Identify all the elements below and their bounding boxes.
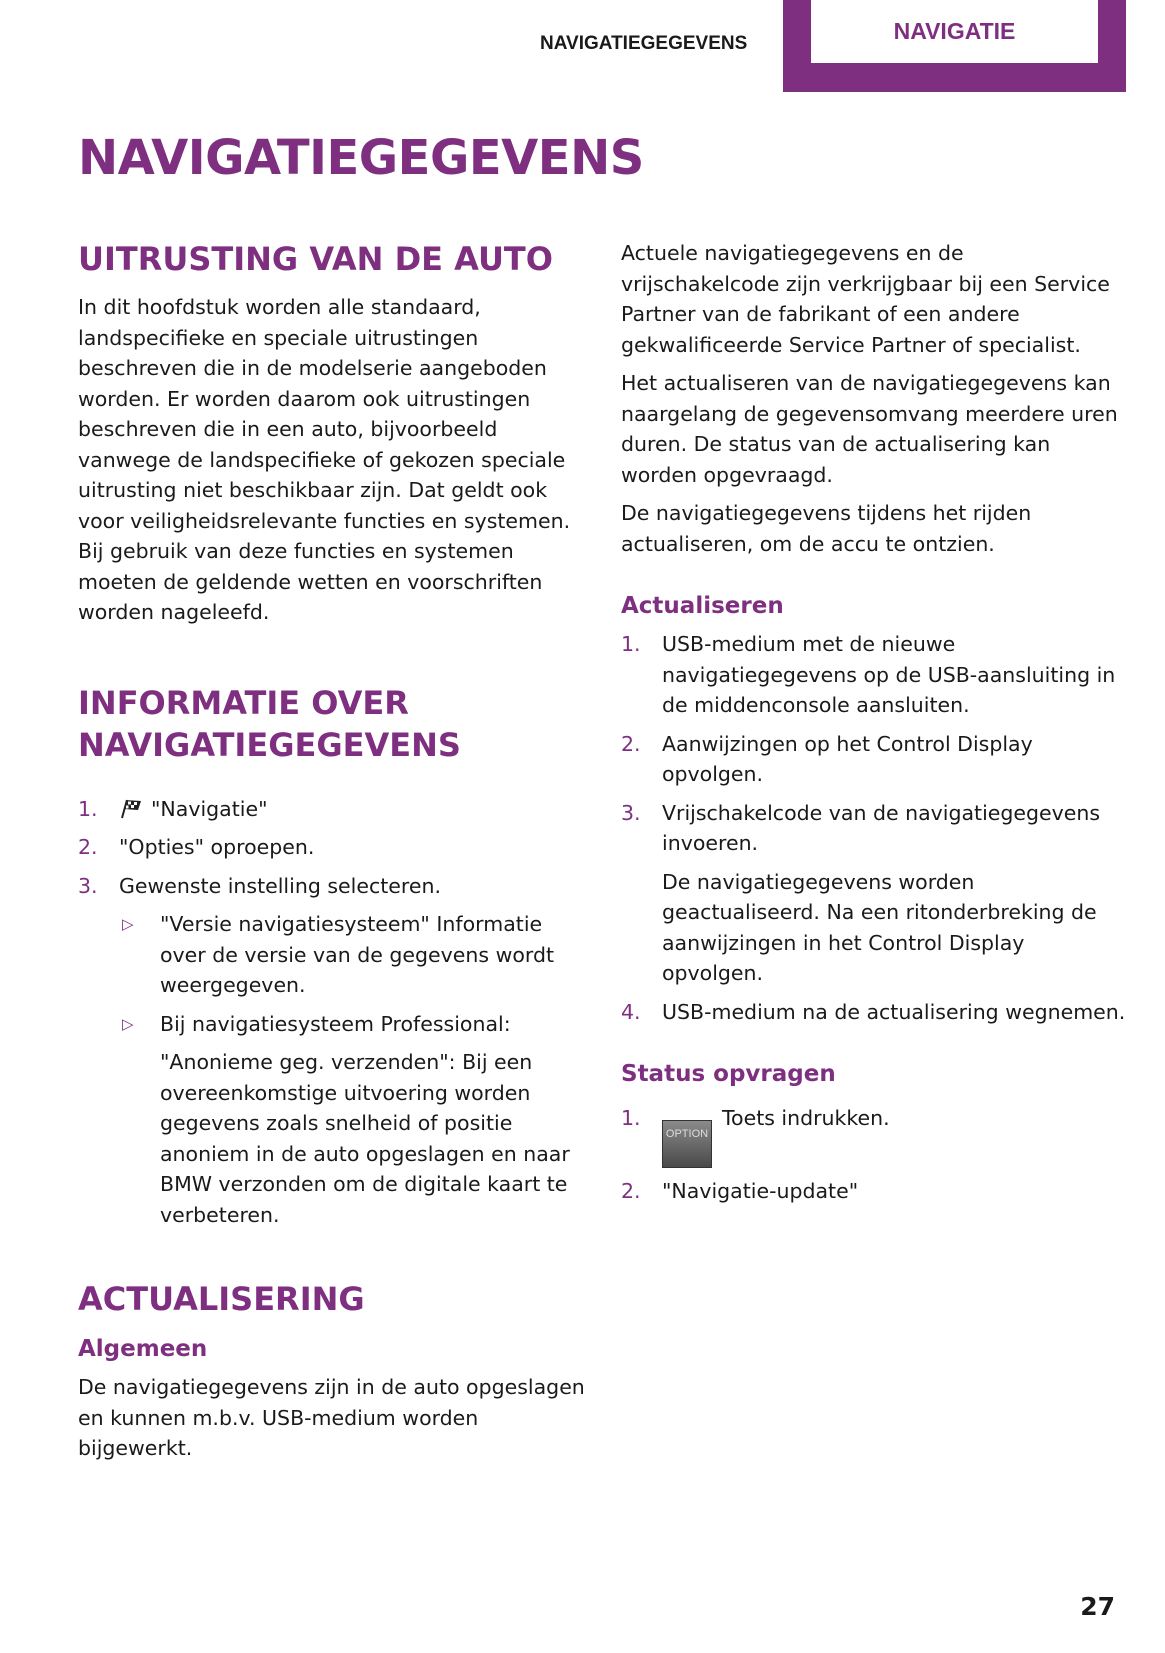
step-number: 3.	[78, 873, 98, 898]
step-text: Aanwijzingen op het Control Display opvolgen.	[662, 731, 1033, 786]
paragraph: In dit hoofdstuk worden alle standaard, landspecifieke en speciale uitrustingen beschreven die in de modelserie aangeboden worden. Er worden daarom ook uitrustingen beschreven die in een auto, bijvoorbeeld vanwege de landspecifieke of gekozen speciale uitrusting niet beschikbaar zijn. Dat geldt ook voor veiligheidsrelevante functies en systemen. Bij gebruik van deze functies en systemen moeten de geldende wetten en voorschriften worden nageleefd.	[78, 295, 571, 624]
list-item	[78, 871, 586, 1231]
step-number: 2.	[621, 731, 641, 756]
paragraph: De navigatiegegevens zijn in de auto opgeslagen en kunnen m.b.v. USB-medium worden bijgewerkt.	[78, 1375, 585, 1460]
list-item	[621, 629, 1126, 721]
step-text: USB-medium na de actualisering wegnemen.	[662, 999, 1126, 1024]
bullet-text: "Versie navigatiesysteem" Informatie over de versie van de gegevens wordt weergegeven.	[160, 912, 555, 997]
bullet-item	[119, 1009, 586, 1231]
step-extra-text: De navigatiegegevens worden geactualiseerd. Na een ritonderbreking de aanwijzingen in het Control Display opvolgen.	[662, 869, 1097, 985]
bullet-extra-text: "Anonieme geg. verzenden": Bij een overeenkomstige uitvoering worden gegevens zoals snelheid of positie anoniem in de auto opgeslagen en naar BMW verzonden om de digitale kaart te verbeteren.	[160, 1050, 570, 1227]
step-text: Gewenste instelling selecteren.	[119, 873, 441, 898]
running-header: NAVIGATIEGEGEVENS	[540, 33, 748, 54]
chapter-tab	[783, 0, 1126, 92]
step-number: 2.	[621, 1179, 641, 1203]
step-number: 2.	[78, 835, 98, 859]
list-item	[621, 798, 1126, 989]
paragraph: Actuele navigatiegegevens en de vrijschakelcode zijn verkrijgbaar bij een Service Partner van de fabrikant of een andere gekwalificeerde Service Partner of specialist.	[621, 241, 1110, 357]
step-number: 1.	[621, 632, 641, 656]
steps-list	[78, 794, 586, 1231]
step-number: 4.	[621, 999, 641, 1024]
bullet-item	[119, 909, 586, 1001]
paragraph: Het actualiseren van de navigatiegegevens kan naargelang de gegevensomvang meerdere uren duren. De status van de actualisering kan worden opgevraagd.	[621, 371, 1118, 487]
list-item	[621, 997, 1126, 1028]
list-item	[621, 1176, 1126, 1207]
steps-list	[621, 1103, 1126, 1207]
triangle-bullet-icon: ▷	[122, 1014, 134, 1033]
subsection-heading: Actualiseren	[621, 593, 784, 619]
step-number: 1.	[78, 796, 98, 821]
step-number: 3.	[621, 800, 641, 825]
subsection-heading: Algemeen	[78, 1336, 208, 1362]
chapter-tab-label: NAVIGATIE	[811, 0, 1098, 63]
page-title: NAVIGATIEGEGEVENS	[78, 130, 644, 186]
paragraph: De navigatiegegevens tijdens het rijden actualiseren, om de accu te ontzien.	[621, 501, 1032, 556]
list-item	[621, 1103, 1126, 1168]
step-text: "Navigatie"	[151, 796, 268, 821]
step-text: Vrijschakelcode van de navigatiegegevens invoeren.	[662, 800, 1101, 855]
step-text: USB-medium met de nieuwe navigatiegegevens op de USB-aansluiting in de middenconsole aansluiten.	[662, 632, 1116, 717]
section-heading: UITRUSTING VAN DE AUTO	[78, 240, 553, 278]
right-column	[621, 238, 1126, 1215]
section-heading: ACTUALISERING	[78, 1280, 365, 1318]
step-text: "Opties" oproepen.	[119, 835, 315, 859]
option-button-icon: OPTION	[662, 1120, 712, 1168]
step-text: Toets indrukken.	[722, 1106, 890, 1130]
triangle-bullet-icon: ▷	[122, 915, 134, 933]
step-number: 1.	[621, 1106, 641, 1130]
left-column	[78, 238, 586, 1472]
section-heading: INFORMATIE OVER NAVIGATIEGEGEVENS	[78, 683, 461, 764]
list-item	[78, 832, 586, 863]
bullet-text: Bij navigatiesysteem Professional:	[160, 1011, 511, 1036]
list-item	[621, 729, 1126, 790]
navigation-flag-icon	[119, 797, 143, 819]
list-item	[78, 794, 586, 825]
page-number: 27	[1080, 1592, 1115, 1621]
step-text: "Navigatie-update"	[662, 1179, 859, 1203]
subsection-heading: Status opvragen	[621, 1061, 836, 1087]
steps-list	[621, 629, 1126, 1027]
